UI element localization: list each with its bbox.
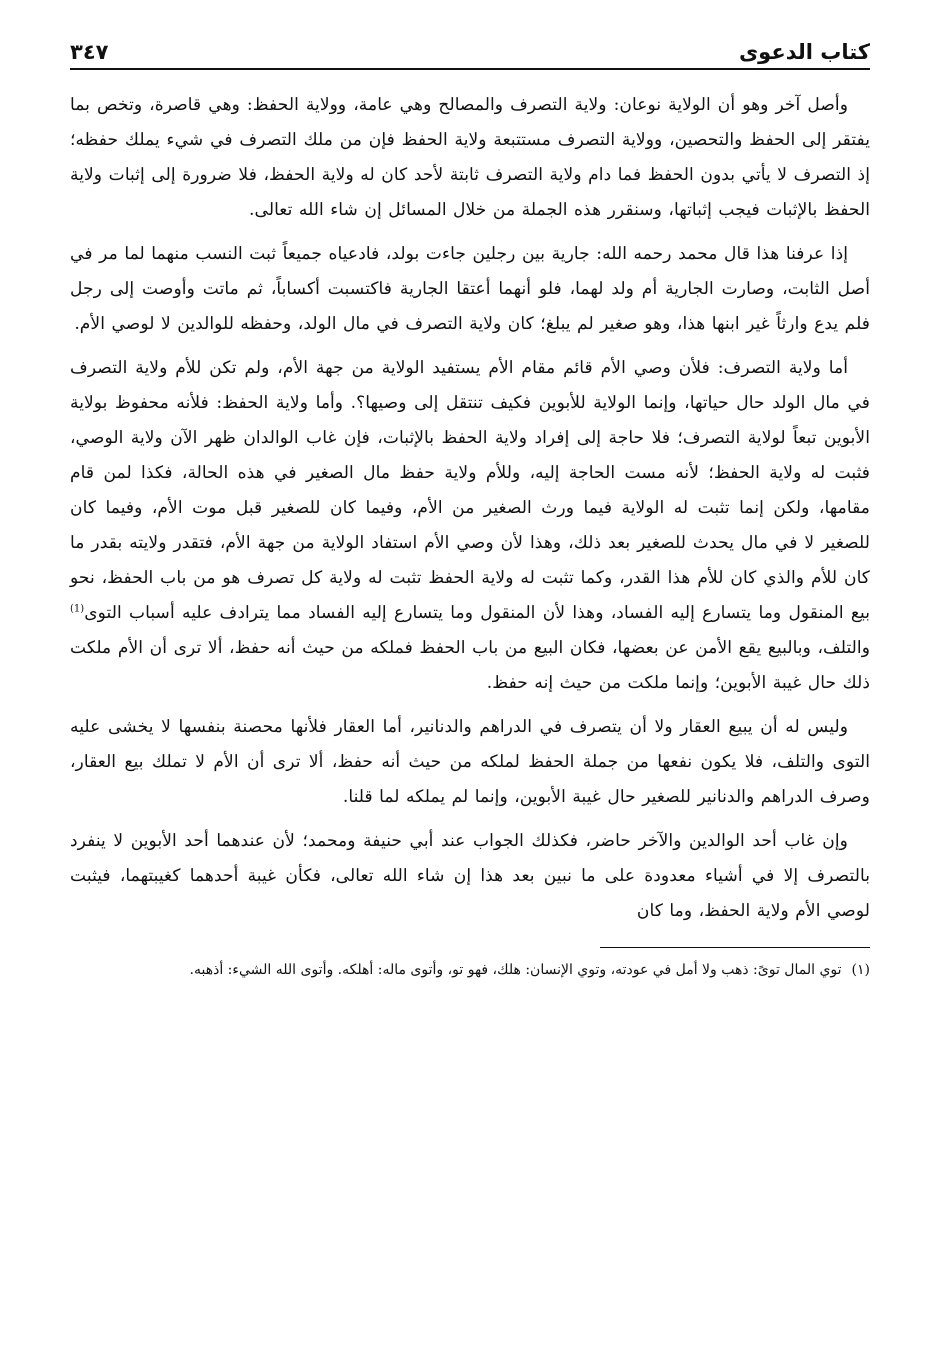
running-header (70, 28, 870, 70)
paragraph-2: إذا عرفنا هذا قال محمد رحمه الله: جارية بين رجلين جاءت بولد، فادعياه جميعاً ثبت النسب منهما لما مر في أصل الثابت، وصارت الجارية أم ولد لهما، فلو أنهما أعتقا الجارية فاكتسبت أكساباً، ثم ماتت وأوصت إلى رجل فلم يدع وارثاً غير ابنها هذا، وهو صغير لم يبلغ؛ كان ولاية التصرف في مال الولد، وحفظه للوالدين لا لوصي الأم. (70, 244, 870, 334)
footnote (70, 956, 870, 984)
paragraph-1: وأصل آخر وهو أن الولاية نوعان: ولاية التصرف والمصالح وهي عامة، وولاية الحفظ: وهي قاصرة، وتخص بما يفتقر إلى الحفظ والتحصين، وولاية التصرف مستتبعة ولاية الحفظ فإن من ملك التصرف في شيء يملك حفظه؛ إذ التصرف لا يأتي بدون الحفظ فما دام ولاية التصرف ثابتة لأحد كان له ولاية الحفظ، فلا ضرورة إلى إثبات ولاية الحفظ بالإثبات فيجب إثباتها، وسنقرر هذه الجملة من خلال المسائل إن شاء الله تعالى. (70, 95, 870, 220)
paragraph-4: وليس له أن يبيع العقار ولا أن يتصرف في الدراهم والدنانير، أما العقار فلأنها محصنة بنفسها لا يخشى عليه التوى والتلف، فلا يكون نفعها من جملة الحفظ لملكه من حيث أنه حفظ، ألا ترى أن الأم لا تملك بيع العقار، وصرف الدراهم والدنانير للصغير حال غيبة الأبوين، وإنما لم يملكه لما قلنا. (70, 717, 870, 807)
book-page (70, 28, 870, 1338)
footnote-text: توي المال توىً: ذهب ولا أمل في عودته، وتوي الإنسان: هلك، فهو تو، وأتوى ماله: أهلكه. وأتوى الله الشيء: أذهبه. (189, 962, 842, 978)
paragraph-3 (70, 351, 870, 701)
page-number: ٣٤٧ (70, 40, 109, 64)
paragraph-3-text-b: والتلف، وبالبيع يقع الأمن عن بعضها، فكان البيع من باب الحفظ فملكه من حيث أنه حفظ، ألا ترى أن الأم ملكت ذلك حال غيبة الأبوين؛ وإنما ملكت من حيث إنه حفظ. (70, 638, 870, 693)
paragraph-3-text-a: أما ولاية التصرف: فلأن وصي الأم قائم مقام الأم يستفيد الولاية من جهة الأم، ولم تكن للأم ولاية التصرف في مال الولد حال حياتها، وإنما الولاية للأبوين فكيف تنتقل إلى وصيها؟. وأما ولاية الحفظ: فلأنه محفوظ بولاية الأبوين تبعاً لولاية التصرف؛ فلا حاجة إلى إفراد ولاية الحفظ بالإثبات، فإن غاب الوالدان ظهر الآن ولاية الوصي، فثبت له ولاية الحفظ؛ لأنه مست الحاجة إليه، وللأم ولاية حفظ مال الصغير في هذه الحالة، فكذا لمن قام مقامها، ولكن إنما تثبت له الولاية فيما ورث الصغير من الأم، وفيما كان للصغير قبل موت الأم، وفيما كان للصغير لا في مال يحدث للصغير بعد ذلك، وهذا لأن وصي الأم استفاد الولاية من جهة الأم، فتقدر ولايته بقدر ما كان للأم والذي كان للأم هذا القدر، وكما تثبت له ولاية الحفظ تثبت له ولاية كل تصرف هو من باب الحفظ، نحو بيع المنقول وما يتسارع إليه الفساد، وهذا لأن المنقول وما يتسارع إليه الفساد مما يترادف عليه أسباب التوى (70, 358, 870, 623)
footnote-reference: (1) (70, 603, 85, 615)
footnote-number: (١) (851, 962, 870, 978)
footnote-divider (600, 947, 870, 948)
book-title: كتاب الدعوى (738, 40, 870, 64)
main-text (70, 88, 870, 929)
paragraph-5: وإن غاب أحد الوالدين والآخر حاضر، فكذلك الجواب عند أبي حنيفة ومحمد؛ لأن عندهما أحد الأبوين لا ينفرد بالتصرف إلا في أشياء معدودة على ما نبين بعد هذا إن شاء الله تعالى، فكأن غيبة أحدهما كغيبتهما، فيثبت لوصي الأم ولاية الحفظ، وما كان (70, 831, 870, 921)
